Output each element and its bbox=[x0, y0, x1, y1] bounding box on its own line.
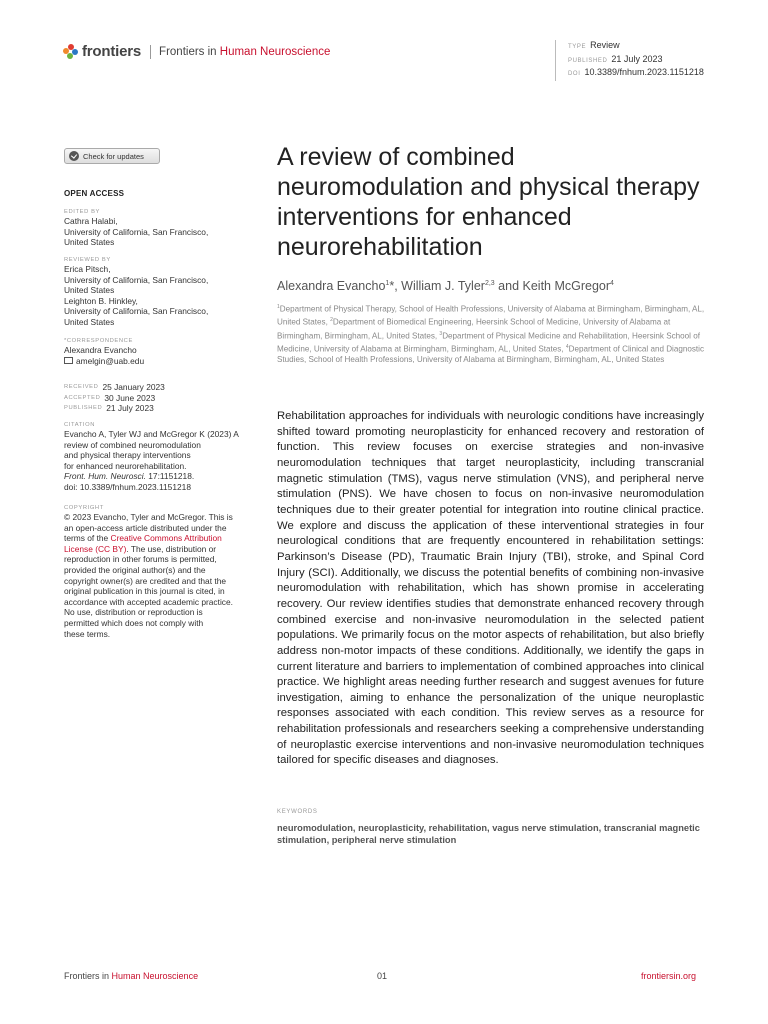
journal-title bbox=[159, 46, 330, 58]
citation-journal: Front. Hum. Neurosci. bbox=[64, 471, 146, 482]
published-label: PUBLISHED bbox=[568, 57, 608, 64]
open-access-label bbox=[64, 188, 264, 200]
type-value: Review bbox=[590, 40, 620, 50]
author-name[interactable]: William J. Tyler bbox=[401, 279, 485, 293]
logo-wordmark: frontiers bbox=[82, 43, 142, 60]
editor-line: United States bbox=[64, 237, 115, 248]
cc-license-link-2[interactable]: License (CC BY) bbox=[64, 543, 127, 554]
citation-line: review of combined neuromodulation bbox=[64, 439, 201, 450]
footer-journal[interactable] bbox=[64, 971, 198, 981]
correspondence-name: Alexandra Evancho bbox=[64, 345, 137, 355]
correspondence-email-row[interactable] bbox=[64, 356, 264, 367]
corresponding-mark: * bbox=[389, 279, 395, 293]
abstract: Rehabilitation approaches for individuals with neurologic conditions have increasingly shifted toward promoting neuroplasticity for enhanced recovery and restoration of function. This review focuses on exercise strategies and non-invasive neuromodulation techniques that target neuroplasticity, including transcranial magnetic stimulation (TMS), vagus nerve stimulation (VNS), and peripheral nerve stimulation (PNS). We have chosen to focus on non-invasive neuromodulation techniques due to their greater potential for integration into routine clinical practice. We explore and discuss the application of these interventional strategies in four neurological conditions that are frequently encountered in rehabilitation settings: Parkinson’s Disease (PD), Traumatic Brain Injury (TBI), stroke, and Spinal Cord Injury (SCI). Additionally, we discuss the potential benefits of combining non-invasive neuromodulation with rehabilitation, which has shown promise in accelerating recovery. Our review identifies studies that demonstrate enhanced recovery through combined exercise and non-invasive neuromodulation in the selected patient populations. We primarily focus on the motor aspects of rehabilitation, but also briefly address non-motor impacts of these conditions. Additionally, we identify the gaps in current literature and barriers to implementation of combined approaches into clinical practice. We highlight areas needing further research and suggest avenues for future investigation, aiming to enhance the personalization of the unique neuroplastic responses associated with each condition. This review serves as a resource for rehabilitation professionals and researchers seeking a comprehensive understanding of neuroplastic exercise interventions and non-invasive neuromodulation techniques tailored for specific diseases and diagnoses. bbox=[277, 410, 704, 767]
type-label: TYPE bbox=[568, 44, 587, 50]
dates-block bbox=[64, 382, 264, 414]
affiliation-number: 1 bbox=[277, 304, 280, 310]
published-date: 21 July 2023 bbox=[106, 403, 154, 414]
author-name[interactable]: Keith McGregor bbox=[522, 279, 611, 293]
affiliation-text: Department of Clinical and Diagnostic Studies, School of Health Professions, University of Alabama at Birmingham, Birmingham, AL, United States bbox=[277, 344, 705, 365]
affiliation-number: 3 bbox=[439, 330, 443, 337]
edited-by-block bbox=[64, 208, 264, 248]
copyright-line: No use, distribution or reproduction is bbox=[64, 607, 203, 618]
affiliation-text: Department of Physical Medicine and Rehabilitation, Heersink School of Medicine, University of Alabama at Birmingham, Birmingham, AL, United States, bbox=[277, 331, 700, 354]
citation-block bbox=[64, 421, 264, 493]
footer-journal-name: Human Neuroscience bbox=[111, 971, 199, 981]
author-name[interactable]: Alexandra Evancho bbox=[277, 279, 386, 293]
editor-line: Cathra Halabi, bbox=[64, 216, 118, 226]
affiliation-text: Department of Biomedical Engineering, Heersink School of Medicine, University of Alabama at Birmingham, Birmingham, AL, United States, bbox=[277, 317, 671, 341]
reviewer-line: Erica Pitsch, bbox=[64, 264, 111, 274]
copyright-line: provided the original author(s) and the bbox=[64, 564, 206, 575]
check-for-updates-button[interactable] bbox=[64, 148, 160, 164]
author-separator: , bbox=[394, 279, 402, 293]
copyright-line: © 2023 Evancho, Tyler and McGregor. This is bbox=[64, 512, 233, 522]
footer-journal-prefix: Frontiers in bbox=[64, 971, 110, 981]
reviewer-line: United States bbox=[64, 285, 115, 296]
citation-doi[interactable]: doi: 10.3389/fnhum.2023.1151218 bbox=[64, 481, 191, 492]
author-separator: and bbox=[494, 279, 523, 293]
reviewer-line: Leighton B. Hinkley, bbox=[64, 295, 138, 306]
copyright-line: accordance with accepted academic practice. bbox=[64, 596, 233, 607]
copyright-after-link: . The use, distribution or bbox=[126, 543, 217, 554]
citation-label: CITATION bbox=[64, 422, 95, 428]
correspondence-label: *CORRESPONDENCE bbox=[64, 338, 133, 344]
article-title: A review of combined neuromodulation and physical therapy interventions for enhanced neurorehabilitation bbox=[277, 143, 700, 261]
accepted-label: ACCEPTED bbox=[64, 394, 101, 401]
frontiers-logo[interactable] bbox=[63, 43, 330, 60]
correspondence-block bbox=[64, 337, 264, 366]
copyright-line: reproduction in other forums is permitted, bbox=[64, 554, 217, 565]
copyright-line: an open-access article distributed under the bbox=[64, 522, 227, 533]
author-list bbox=[277, 279, 707, 293]
check-updates-icon bbox=[69, 151, 79, 161]
citation-line: and physical therapy interventions bbox=[64, 450, 191, 461]
reviewer-line: United States bbox=[64, 316, 115, 327]
copyright-line: original publication in this journal is cited, in bbox=[64, 586, 225, 597]
received-label: RECEIVED bbox=[64, 384, 99, 390]
received-date: 25 January 2023 bbox=[102, 382, 165, 392]
citation-volume: 17:1151218. bbox=[145, 471, 195, 482]
page-number: 01 bbox=[377, 971, 388, 981]
affiliation-text: Department of Physical Therapy, School of Health Professions, University of Alabama at Birmingham, Birmingham, AL, United States, bbox=[277, 304, 705, 327]
doi-label: DOI bbox=[568, 71, 581, 77]
cc-license-link[interactable]: Creative Commons Attribution bbox=[110, 533, 222, 544]
keywords: neuromodulation, neuroplasticity, rehabilitation, vagus nerve stimulation, transcranial magnetic stimulation, peripheral nerve stimulation bbox=[277, 823, 700, 845]
author-affiliation: 1 bbox=[385, 279, 390, 287]
journal-name: Human Neuroscience bbox=[219, 45, 331, 58]
check-updates-label: Check for updates bbox=[83, 151, 144, 161]
affiliation-number: 2 bbox=[330, 317, 333, 324]
copyright-terms-line bbox=[64, 533, 264, 544]
reviewer-line: University of California, San Francisco, bbox=[64, 274, 209, 285]
copyright-line: copyright owner(s) are credited and that the bbox=[64, 575, 227, 586]
reviewed-by-label: REVIEWED BY bbox=[64, 257, 111, 263]
author-affiliation: 2,3 bbox=[484, 279, 495, 287]
published-date-label: PUBLISHED bbox=[64, 405, 103, 412]
copyright-terms-prefix: terms of the bbox=[64, 533, 111, 544]
keywords-label: KEYWORDS bbox=[277, 809, 318, 815]
reviewed-by-block bbox=[64, 256, 264, 328]
affiliations bbox=[277, 302, 705, 366]
logo-divider bbox=[150, 45, 151, 59]
footer-site-link[interactable]: frontiersin.org bbox=[641, 971, 697, 981]
accepted-date: 30 June 2023 bbox=[104, 392, 156, 403]
citation-journal-line bbox=[64, 471, 264, 482]
correspondence-email[interactable]: amelgin@uab.edu bbox=[76, 355, 145, 366]
edited-by-label: EDITED BY bbox=[64, 209, 101, 215]
article-meta bbox=[555, 40, 704, 81]
journal-prefix: Frontiers in bbox=[159, 45, 217, 58]
copyright-block bbox=[64, 504, 264, 639]
doi-value[interactable]: 10.3389/fnhum.2023.1151218 bbox=[584, 67, 704, 77]
reviewer-line: University of California, San Francisco, bbox=[64, 306, 209, 317]
copyright-license-line bbox=[64, 544, 264, 555]
frontiers-logo-icon bbox=[63, 44, 78, 59]
author-affiliation: 4 bbox=[610, 279, 614, 287]
copyright-line: permitted which does not comply with bbox=[64, 617, 204, 628]
published-value: 21 July 2023 bbox=[611, 53, 663, 64]
affiliation-number: 4 bbox=[565, 343, 569, 350]
mail-icon bbox=[64, 357, 73, 364]
editor-line: University of California, San Francisco, bbox=[64, 226, 209, 237]
citation-line: Evancho A, Tyler WJ and McGregor K (2023) A bbox=[64, 429, 239, 439]
copyright-line: these terms. bbox=[64, 628, 111, 639]
citation-line: for enhanced neurorehabilitation. bbox=[64, 460, 187, 471]
copyright-label: COPYRIGHT bbox=[64, 505, 104, 511]
open-access-text: OPEN ACCESS bbox=[64, 189, 125, 198]
